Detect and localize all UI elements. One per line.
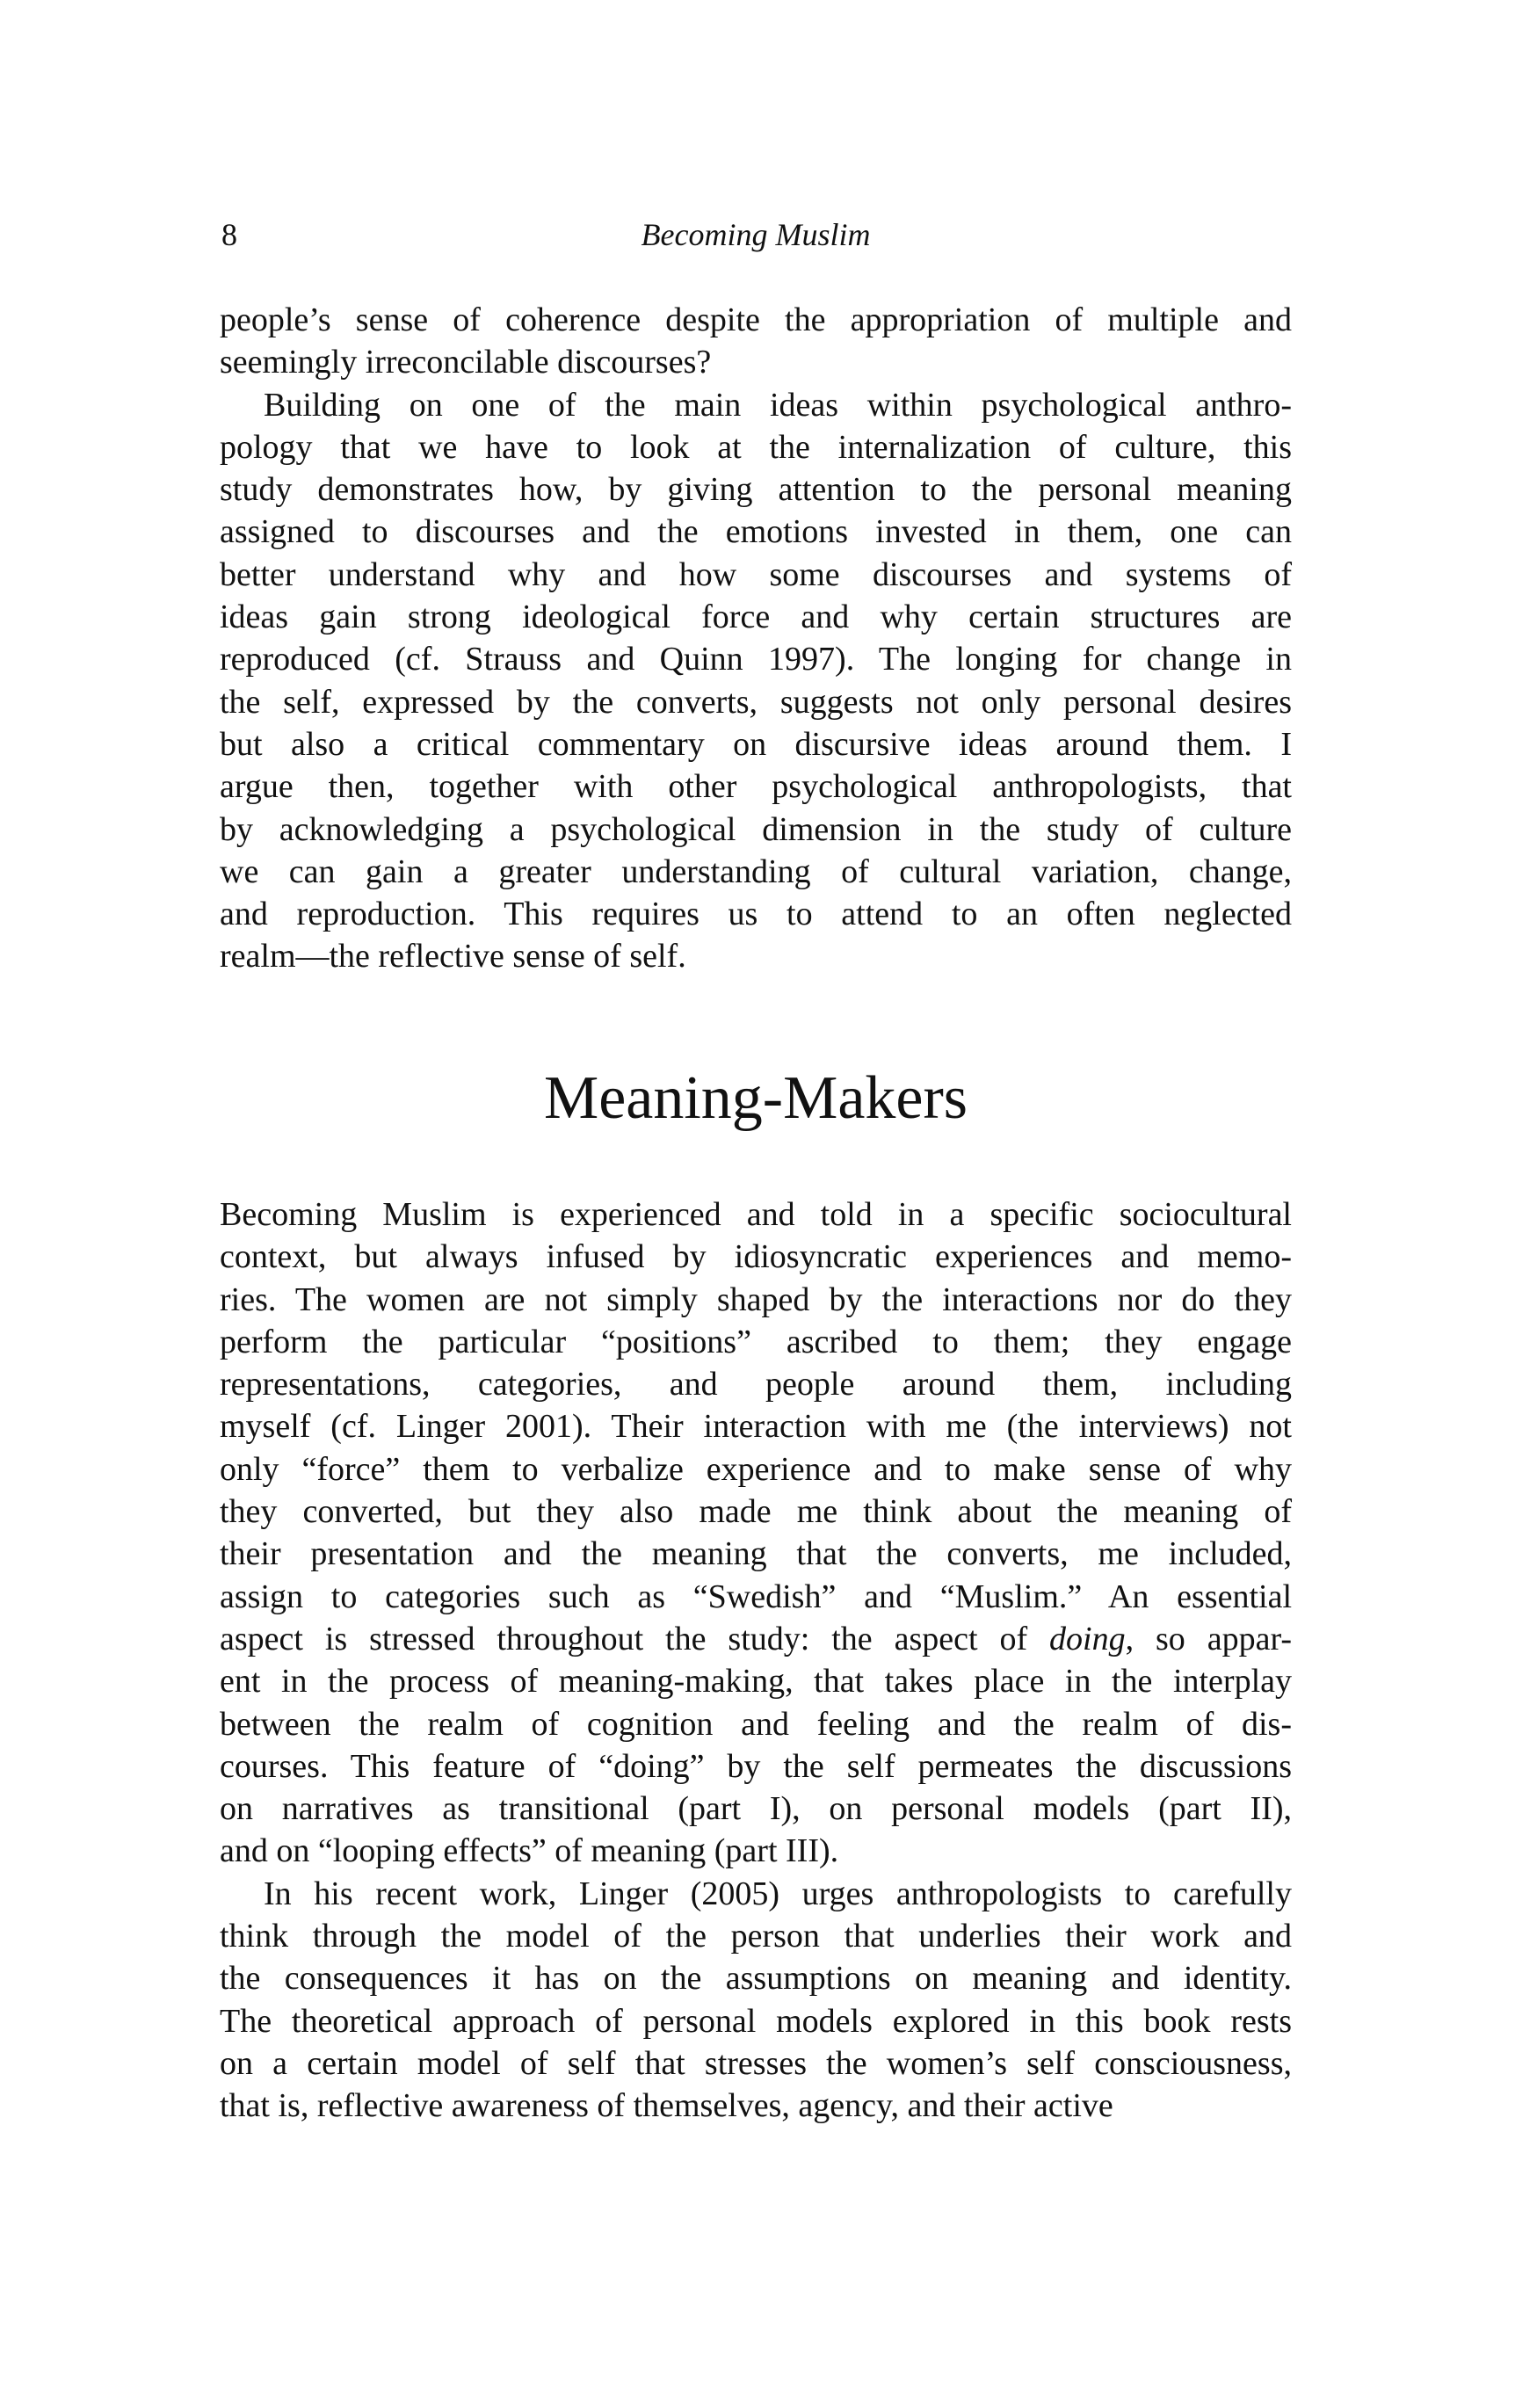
text-line: the self, expressed by the converts, suggests not only personal desires <box>220 683 1292 721</box>
text-line: Becoming Muslim is experienced and told in a specific sociocultural <box>220 1196 1292 1233</box>
text-line: that is, reflective awareness of themselves, agency, and their active <box>220 2087 1113 2125</box>
text-line: assigned to discourses and the emotions invested in them, one can <box>220 513 1292 551</box>
text-line: realm—the reflective sense of self. <box>220 938 686 976</box>
text-line: study demonstrates how, by giving attention to the personal meaning <box>220 471 1292 509</box>
section-heading: Meaning-Makers <box>543 1064 968 1132</box>
text-line: reproduced (cf. Strauss and Quinn 1997). The longing for change in <box>220 641 1292 678</box>
text-line: better understand why and how some discourses and systems of <box>220 555 1292 593</box>
body-text-before-heading <box>220 299 1292 978</box>
page-number: 8 <box>221 217 237 252</box>
text-line: people’s sense of coherence despite the appropriation of multiple and <box>220 301 1292 338</box>
text-line: but also a critical commentary on discursive ideas around them. I <box>220 725 1292 763</box>
text-line: on a certain model of self that stresses the women’s self consciousness, <box>220 2044 1292 2082</box>
text-line: assign to categories such as “Swedish” and “Muslim.” An essential <box>220 1578 1292 1615</box>
text-line: The theoretical approach of personal models explored in this book rests <box>220 2002 1292 2040</box>
emphasis-text: doing <box>1049 1620 1126 1657</box>
text-line: ideas gain strong ideological force and why certain structures are <box>220 598 1292 636</box>
text-line: perform the particular “positions” ascribed to them; they engage <box>220 1323 1292 1360</box>
text-segment: aspect is stressed throughout the study: the aspect of <box>220 1620 1050 1657</box>
text-segment: , so appar- <box>1125 1620 1292 1657</box>
running-title: Becoming Muslim <box>641 217 871 252</box>
body-text-section <box>220 1193 1292 2128</box>
text-line: between the realm of cognition and feeling and the realm of dis- <box>220 1705 1292 1743</box>
text-line: Building on one of the main ideas within psychological anthro- <box>264 386 1292 424</box>
text-line: think through the model of the person that underlies their work and <box>220 1918 1292 1955</box>
text-line: their presentation and the meaning that the converts, me included, <box>220 1535 1292 1573</box>
text-line: on narratives as transitional (part I), on personal models (part II), <box>220 1790 1292 1828</box>
text-line <box>220 1618 1292 1660</box>
running-header <box>220 217 1292 252</box>
text-line: ent in the process of meaning-making, that takes place in the interplay <box>220 1663 1292 1701</box>
text-line: and on “looping effects” of meaning (part III). <box>220 1832 839 1870</box>
text-line: representations, categories, and people around them, including <box>220 1366 1292 1403</box>
text-line: In his recent work, Linger (2005) urges anthropologists to carefully <box>264 1875 1292 1912</box>
text-line: argue then, together with other psychological anthropologists, that <box>220 768 1292 806</box>
text-line: we can gain a greater understanding of cultural variation, change, <box>220 852 1292 890</box>
text-line: pology that we have to look at the internalization of culture, this <box>220 428 1292 466</box>
text-line: the consequences it has on the assumptions on meaning and identity. <box>220 1960 1292 1998</box>
text-line: seemingly irreconcilable discourses? <box>220 344 712 381</box>
text-line: myself (cf. Linger 2001). Their interaction with me (the interviews) not <box>220 1408 1292 1446</box>
text-line: ries. The women are not simply shaped by the interactions nor do they <box>220 1280 1292 1318</box>
text-line: only “force” them to verbalize experience and to make sense of why <box>220 1450 1292 1488</box>
text-line: context, but always infused by idiosyncratic experiences and memo- <box>220 1238 1292 1276</box>
text-line: by acknowledging a psychological dimension in the study of culture <box>220 810 1292 848</box>
text-line: they converted, but they also made me think about the meaning of <box>220 1493 1292 1531</box>
text-line: courses. This feature of “doing” by the self permeates the discussions <box>220 1747 1292 1785</box>
text-line: and reproduction. This requires us to attend to an often neglected <box>220 896 1292 933</box>
